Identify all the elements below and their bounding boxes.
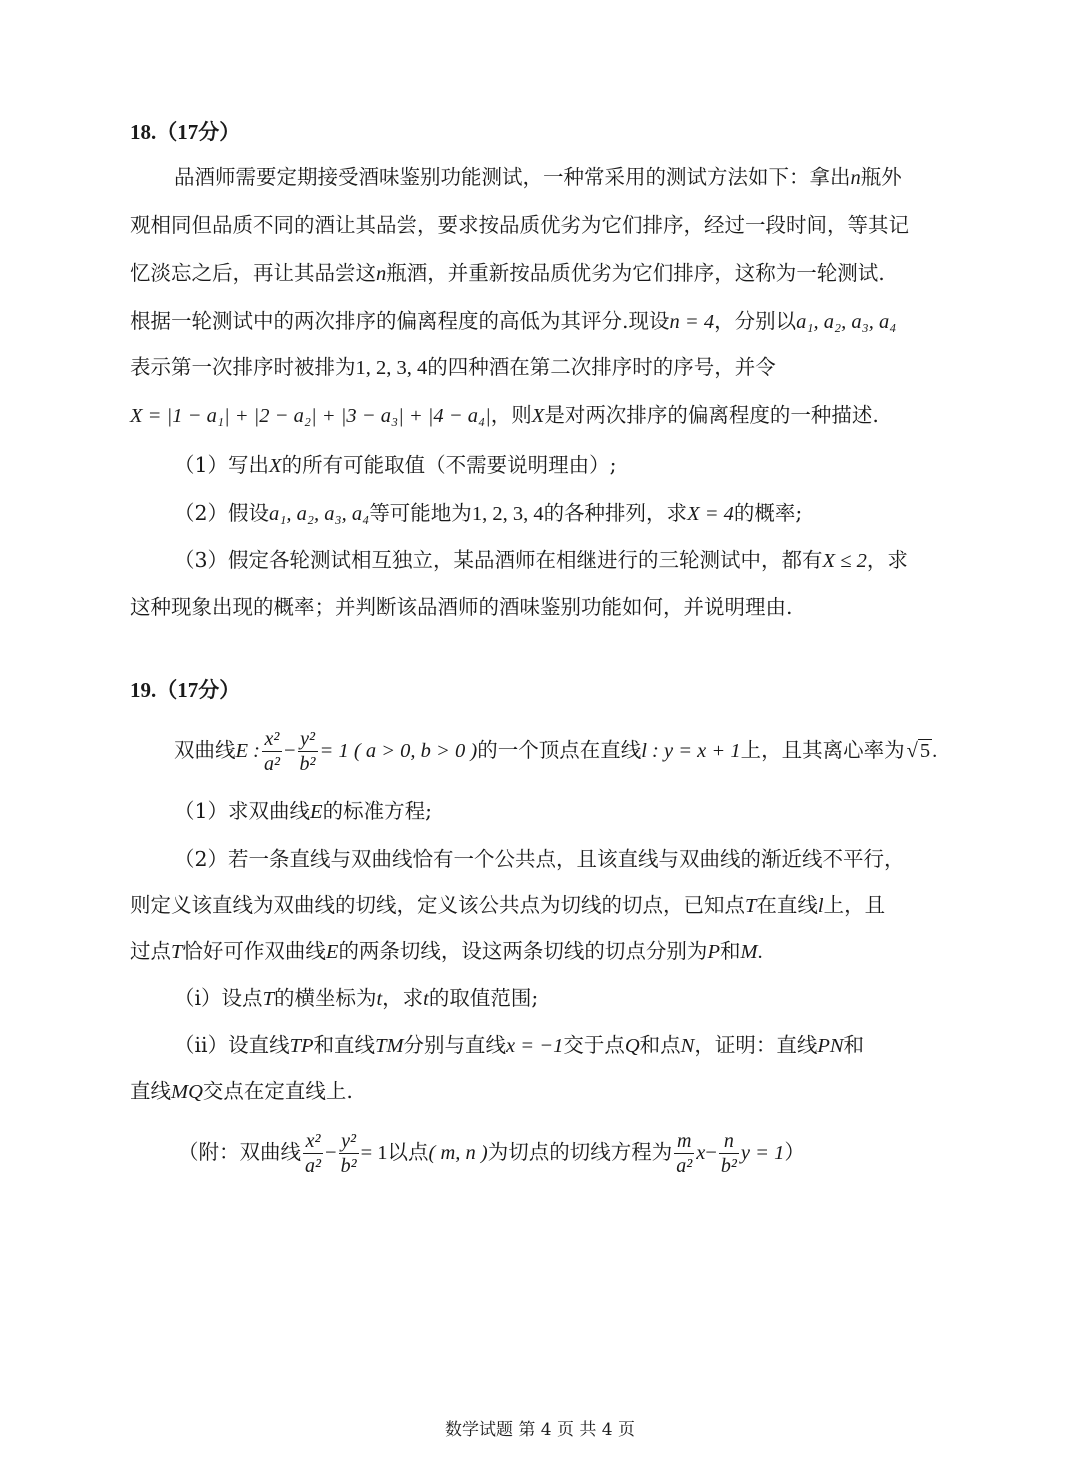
q19-para-line-1: 双曲线E : $\frac{\text{x²}}{\text{a²}}$ − $\frac{\text{y²}}{\text{b²}}$ = 1 ( a > 0, b > 0 )的一个顶点在直线l : y = x + 1上，且其离心率为√5. <box>174 722 937 779</box>
q19-subquestion-2-ii-continued: 直线MQ交点在定直线上. <box>130 1079 353 1103</box>
square-root-symbol: √5 <box>906 740 931 762</box>
q19-subquestion-2-ii: （ii）设直线TP和直线TM分别与直线x = −1交于点Q和点N，证明：直线PN和 <box>174 1033 865 1057</box>
q19-subquestion-2-i: （i）设点T的横坐标为t，求t的取值范围; <box>174 986 539 1010</box>
q18-para-line-5: 表示第一次排序时被排为1, 2, 3, 4的四种酒在第二次排序时的序号，并令 <box>130 355 776 379</box>
q19-subquestion-2: （2）若一条直线与双曲线恰有一个公共点，且该直线与双曲线的渐近线不平行， <box>174 847 905 871</box>
deviation-formula: X = |1 − a₁| + |2 − a₂| + |3 − a₃| + |4 − a₄| <box>130 405 491 427</box>
y-squared-over-b-squared: $\frac{\text{y²}}{\text{b²}}$ <box>299 728 316 775</box>
q18-heading: 18.（17分） <box>130 120 241 144</box>
q19-heading: 19.（17分） <box>130 678 241 702</box>
note-m-over-a-squared: $\frac{m}{\text{a²}}$ <box>676 1130 693 1177</box>
q18-para-line-4: 根据一轮测试中的两次排序的偏离程度的高低为其评分.现设n = 4，分别以a₁, a₂, a₃, a₄ <box>130 309 897 333</box>
q19-subquestion-2-line-3: 过点T恰好可作双曲线E的两条切线，设这两条切线的切点分别为P和M. <box>130 939 763 963</box>
page-footer: 数学试题 第 4 页 共 4 页 <box>444 1420 636 1440</box>
q19-subquestion-2-line-2: 则定义该直线为双曲线的切线，定义该公共点为切线的切点，已知点T在直线l上，且 <box>130 893 886 917</box>
q19-appendix-note: （附：双曲线 $\frac{\text{x²}}{\text{a²}}$ − $\frac{\text{y²}}{\text{b²}}$ = 1以点( m, n )为切点的切线方程为 $\frac{m}{\text{a²}}$ x− $\frac{n}{\text{b²}}$ y = 1） <box>178 1130 805 1177</box>
note-x-squared-over-a-squared: $\frac{\text{x²}}{\text{a²}}$ <box>305 1130 321 1177</box>
note-n-over-b-squared: $\frac{n}{\text{b²}}$ <box>720 1130 737 1177</box>
q18-formula-line: X = |1 − a₁| + |2 − a₂| + |3 − a₃| + |4 − a₄|，则X是对两次排序的偏离程度的一种描述. <box>130 403 879 427</box>
q18-para-line-1: 品酒师需要定期接受酒味鉴别功能测试，一种常采用的测试方法如下：拿出n瓶外 <box>174 165 902 189</box>
q18-subquestion-3-continued: 这种现象出现的概率；并判断该品酒师的酒味鉴别功能如何，并说明理由. <box>130 595 793 619</box>
q18-para-line-2: 观相同但品质不同的酒让其品尝，要求按品质优劣为它们排序，经过一段时间，等其记 <box>130 213 909 237</box>
q18-subquestion-1: （1）写出X的所有可能取值（不需要说明理由）; <box>174 453 617 477</box>
q18-para-line-3: 忆淡忘之后，再让其品尝这n瓶酒，并重新按品质优劣为它们排序，这称为一轮测试. <box>130 261 885 285</box>
q18-subquestion-2: （2）假设a₁, a₂, a₃, a₄等可能地为1, 2, 3, 4的各种排列，求X = 4的概率; <box>174 501 803 525</box>
q18-subquestion-3: （3）假定各轮测试相互独立，某品酒师在相继进行的三轮测试中，都有X ≤ 2，求 <box>174 548 908 572</box>
x-squared-over-a-squared: $\frac{\text{x²}}{\text{a²}}$ <box>263 728 280 775</box>
q19-subquestion-1: （1）求双曲线E的标准方程; <box>174 799 432 823</box>
note-y-squared-over-b-squared: $\frac{\text{y²}}{\text{b²}}$ <box>340 1130 357 1177</box>
